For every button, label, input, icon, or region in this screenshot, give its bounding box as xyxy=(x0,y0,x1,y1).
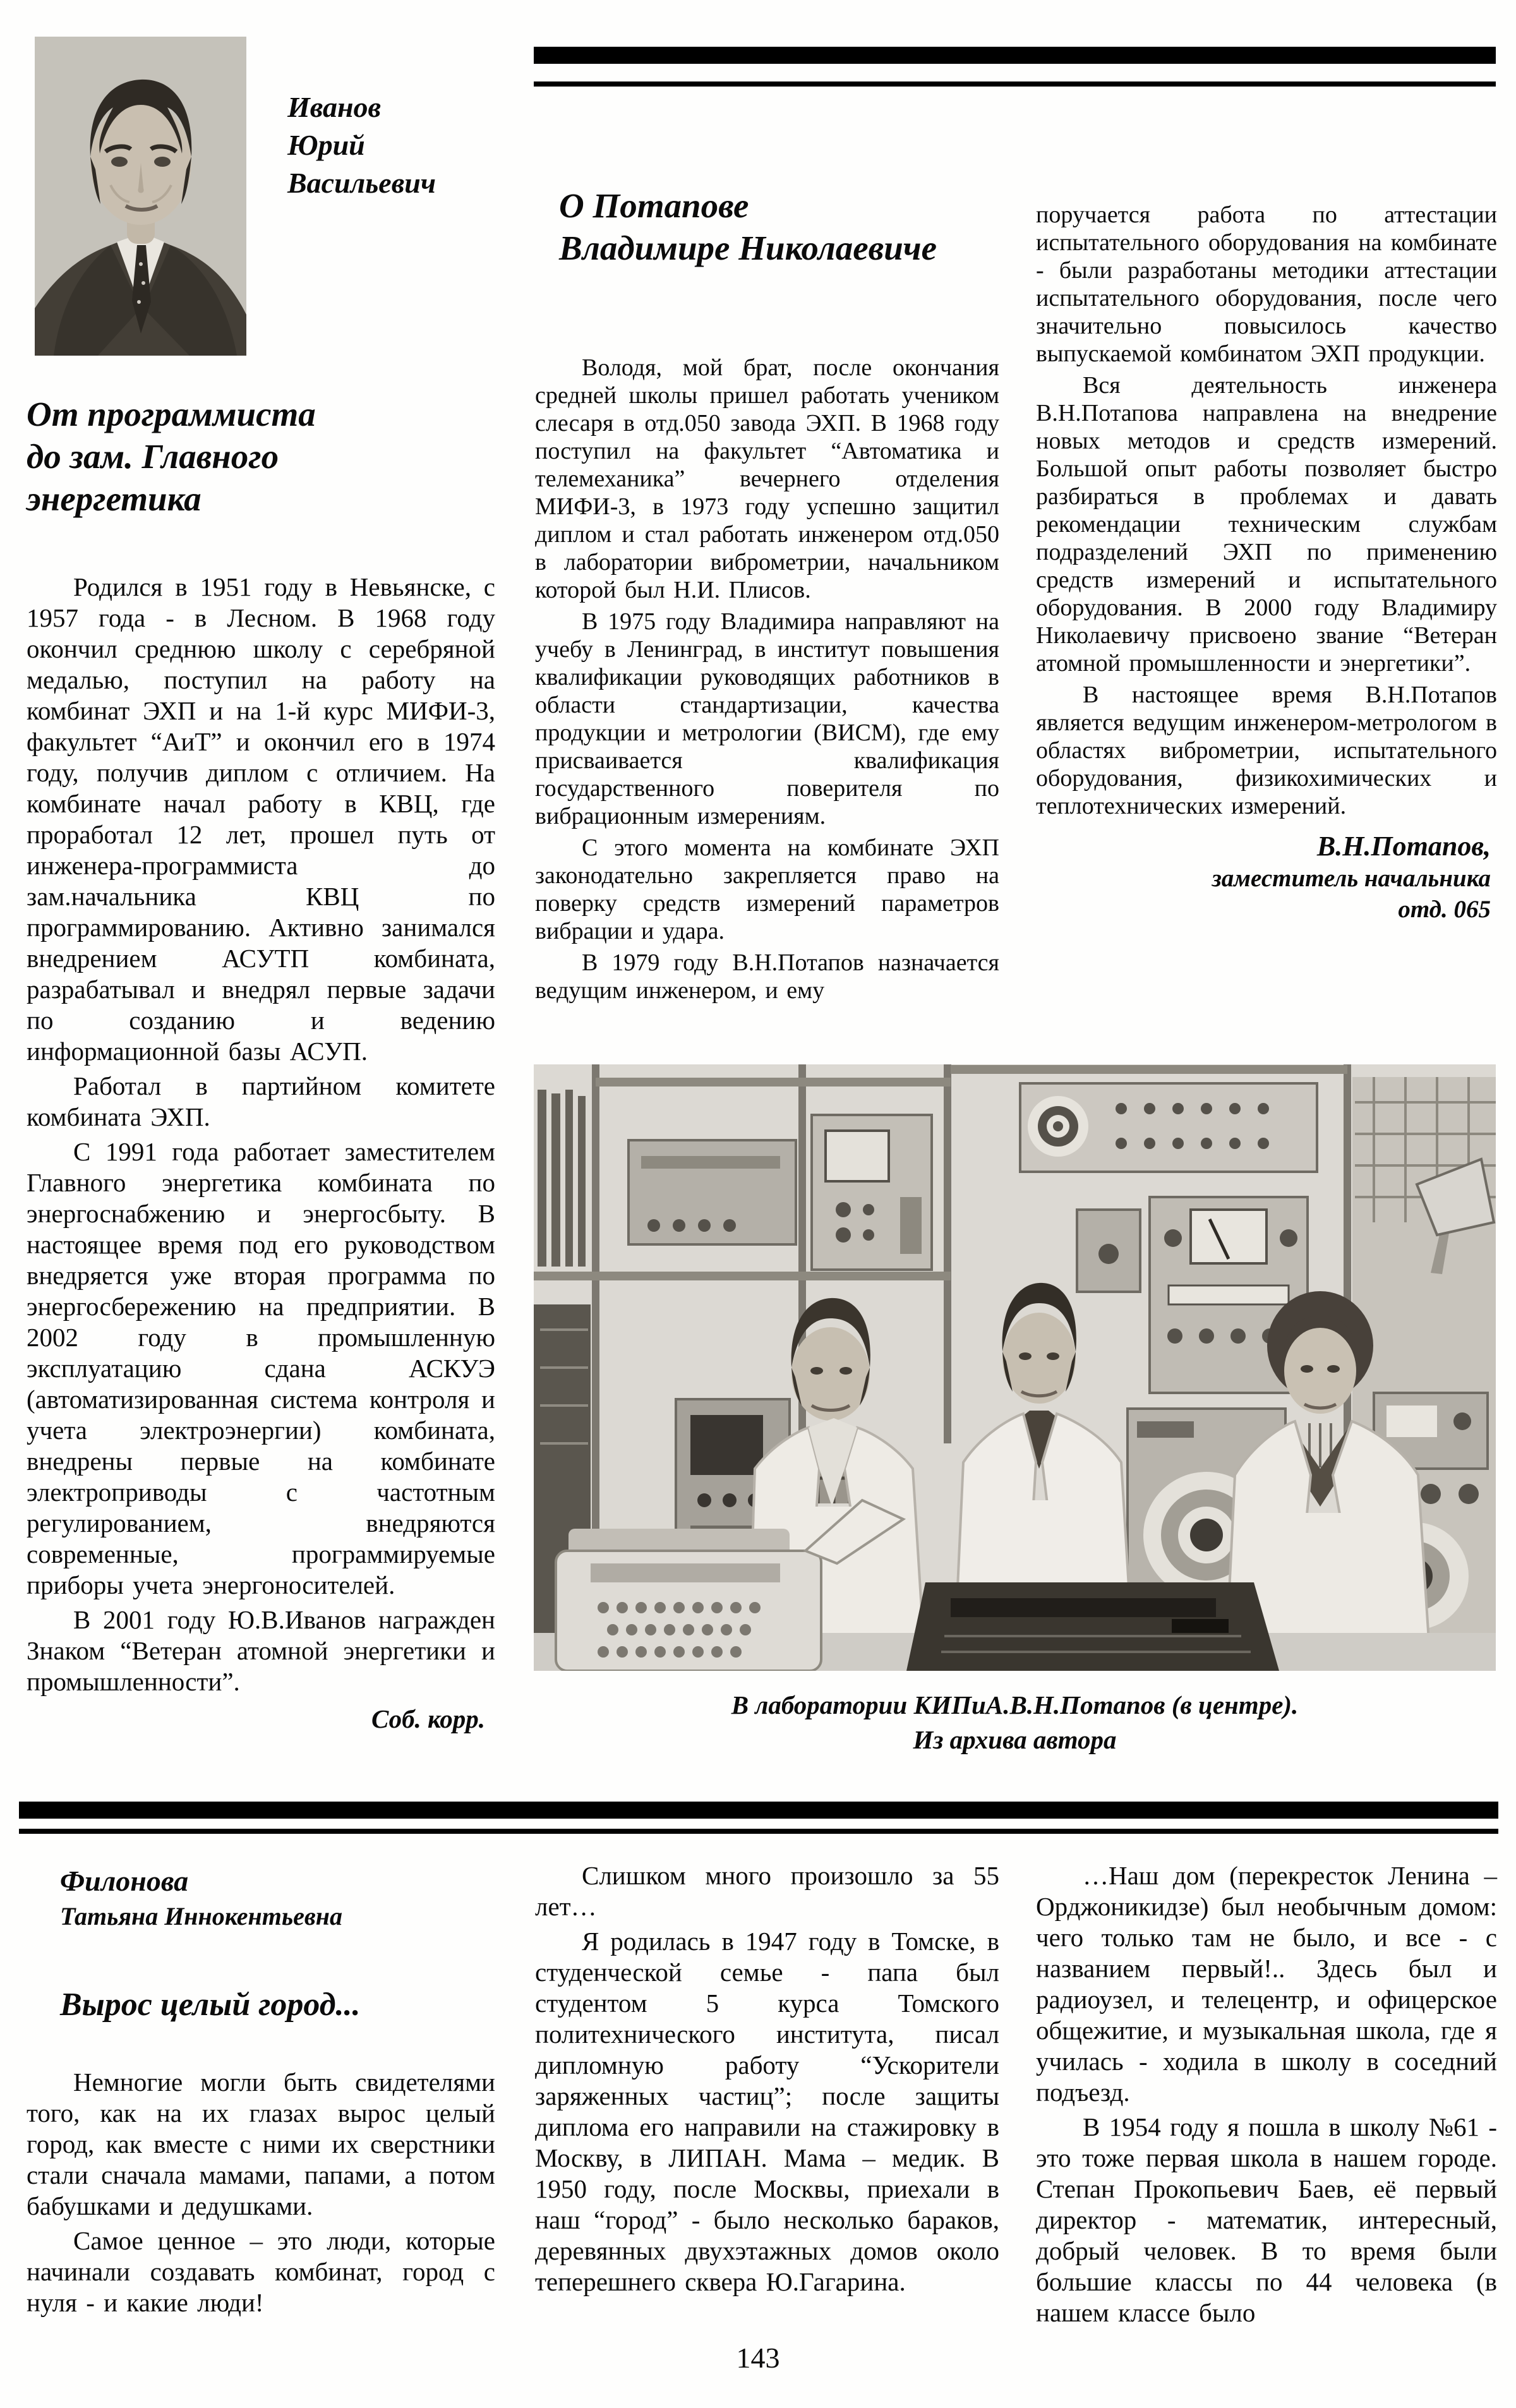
body-paragraph: С 1991 года работает заместителем Главного энергетика комбината по энергоснабжению и энергосбыту. В настоящее время под его руководством внедряется уже вторая программа по энергосбережению на предприятии. В 2002 году в промышленную эксплуатацию сдана АСКУЭ (автоматизированная система контроля и учета электроэнергии) комбината, внедрены первые на комбинате электроприводы с частотным регулированием, внедряются современные, программируемые приборы учета энергоносителей. xyxy=(27,1137,495,1599)
body-paragraph: Я родилась в 1947 году в Томске, в студенческой семье - папа был студентом 5 курса Томского политехнического института, писал дипломную работу “Ускорители заряженных частиц”; после защиты диплома его направили на стажировку в Москву, в ЛИПАН. Мама – медик. В 1950 году, после Москвы, приехали в наш “город” - было несколько бараков, деревянных двухэтажных домов около теперешнего сквера Ю.Гагарина. xyxy=(535,1927,999,2296)
laboratory-photo-graphic xyxy=(534,1064,1496,1671)
body-paragraph: С этого момента на комбинате ЭХП законодательно закрепляется право на поверку средств измерений параметров вибрации и удара. xyxy=(535,834,999,944)
page-number: 143 xyxy=(736,2342,780,2374)
body-paragraph: Родился в 1951 году в Невьянске, с 1957 года - в Лесном. В 1968 году окончил среднюю школу с серебряной медалью, поступил на работу на комбинат ЭХП и на 1-й курс МИФИ-3, факультет “АиТ” и окончил его в 1974 году, получив диплом с отличием. На комбинате начал работу в КВЦ, где проработал 12 лет, прошел путь от инженера-программиста до зам.начальника КВЦ по программированию. Активно занимался внедрением АСУТП комбината, разрабатывал и внедрял первые задачи по созданию и ведению информационной базы АСУП. xyxy=(27,572,495,1066)
body-paragraph: поручается работа по аттестации испытательного оборудования на комбинате - были разработаны методики аттестации испытательного оборудования, после чего значительно повысилось качество выпускаемой комбинатом ЭХП продукции. xyxy=(1036,202,1497,367)
author-name-line: Юрий xyxy=(287,128,365,161)
body-paragraph: В 1954 году я пошла в школу №61 - это тоже первая школа в нашем городе. Степан Прокопьевич Баев, её первый директор - математик, интересный, добрый человек. В то время были большие классы по 44 человека (в нашем классе было xyxy=(1036,2112,1497,2327)
body-paragraph: В 1979 году В.Н.Потапов назначается ведущим инженером, и ему xyxy=(535,949,999,1004)
body-paragraph: Самое ценное – это люди, которые начинали создавать комбинат, город с нуля - и какие люди! xyxy=(27,2226,495,2317)
ivanov-article-body xyxy=(27,572,495,1734)
article-title-line: до зам. Главного xyxy=(27,437,279,476)
ivanov-author-name xyxy=(287,88,436,202)
body-paragraph: Немногие могли быть свидетелями того, как на их глазах вырос целый город, как вместе с ними их сверстники стали сначала мамами, папами, а потом бабушками и дедушками. xyxy=(27,2068,495,2220)
photo-caption-line: Из архива автора xyxy=(913,1725,1117,1755)
top-divider-thick xyxy=(534,47,1496,64)
body-paragraph: Слишком много произошло за 55 лет… xyxy=(535,1861,999,1921)
body-paragraph: В настоящее время В.Н.Потапов является ведущим инженером-метрологом в областях виброметрии, испытательного оборудования, физикохимических и теплотехнических измерений. xyxy=(1036,682,1497,819)
filonova-author-name xyxy=(60,1862,496,1933)
filonova-article-title: Вырос целый город... xyxy=(60,1987,361,2023)
author-name-line: Татьяна Иннокентьевна xyxy=(60,1901,342,1930)
body-paragraph: Работал в партийном комитете комбината ЭХП. xyxy=(27,1071,495,1131)
filonova-column-3 xyxy=(1036,1860,1497,2332)
filonova-column-2 xyxy=(535,1860,999,2301)
potapov-signature xyxy=(1036,829,1497,925)
section-divider-thin xyxy=(19,1829,1498,1834)
signature-line: заместитель начальника xyxy=(1212,865,1491,892)
signature-line: В.Н.Потапов, xyxy=(1316,831,1491,862)
signature-line: отд. 065 xyxy=(1398,895,1491,923)
laboratory-photo xyxy=(534,1064,1496,1671)
body-paragraph: …Наш дом (перекресток Ленина –Орджоникидзе) был необычным домом: чего только там не было, и все - с названием первый!.. Здесь был и радиоузел, и телецентр, и офицерское общежитие, и музыкальная школа, где я училась - ходила в школу в соседний подъезд. xyxy=(1036,1861,1497,2107)
body-paragraph: Вся деятельность инженера В.Н.Потапова направлена на внедрение новых методов и средств измерений. Большой опыт работы позволяет быстро разбираться в проблемах и давать рекомендации техническим службам подразделений ЭХП по применению средств измерений и испытательного оборудования. В 2000 году Владимиру Николаевичу присвоено звание “Ветеран атомной промышленности и энергетики”. xyxy=(1036,372,1497,677)
body-paragraph: Володя, мой брат, после окончания средней школы пришел работать учеником слесаря в отд.050 завода ЭХП. В 1968 году поступил на факультет “Автоматика и телемеханика” вечернего отделения МИФИ-3, в 1973 году успешно защитил диплом и стал работать инженером отд.050 в лаборатории виброметрии, начальником которой был Н.И. Плисов. xyxy=(535,354,999,603)
author-name-line: Васильевич xyxy=(287,166,436,199)
article-title-line: О Потапове xyxy=(559,186,749,225)
author-name-line: Иванов xyxy=(287,91,382,123)
potapov-article-column-2 xyxy=(1036,201,1497,925)
article-title-line: энергетика xyxy=(27,479,202,519)
body-paragraph: В 1975 году Владимира направляют на учебу в Ленинград, в институт повышения квалификации руководящих работников в области стандартизации, качества продукции и метрологии (ВИСМ), где ему присваивается квалификация государственного поверителя по вибрационным измерениям. xyxy=(535,608,999,829)
ivanov-article-title xyxy=(27,393,494,520)
author-name-line: Филонова xyxy=(60,1865,189,1897)
filonova-column-1 xyxy=(27,2067,495,2322)
section-divider-thick xyxy=(19,1802,1498,1819)
ivanov-portrait-photo xyxy=(35,37,246,356)
potapov-article-title xyxy=(559,184,1001,269)
ivanov-signature: Соб. корр. xyxy=(371,1704,485,1733)
portrait-photo-graphic xyxy=(35,37,246,356)
body-paragraph: В 2001 году Ю.В.Иванов награжден Знаком “Ветеран атомной энергетики и промышленности”. xyxy=(27,1605,495,1696)
top-divider-thin xyxy=(534,81,1496,87)
article-title-line: От программиста xyxy=(27,395,316,433)
photo-caption-line: В лаборатории КИПиА.В.Н.Потапов (в центре). xyxy=(731,1690,1299,1719)
photo-caption xyxy=(534,1688,1496,1758)
article-title-line: Владимире Николаевиче xyxy=(559,229,937,268)
potapov-article-column-1 xyxy=(535,354,999,1008)
